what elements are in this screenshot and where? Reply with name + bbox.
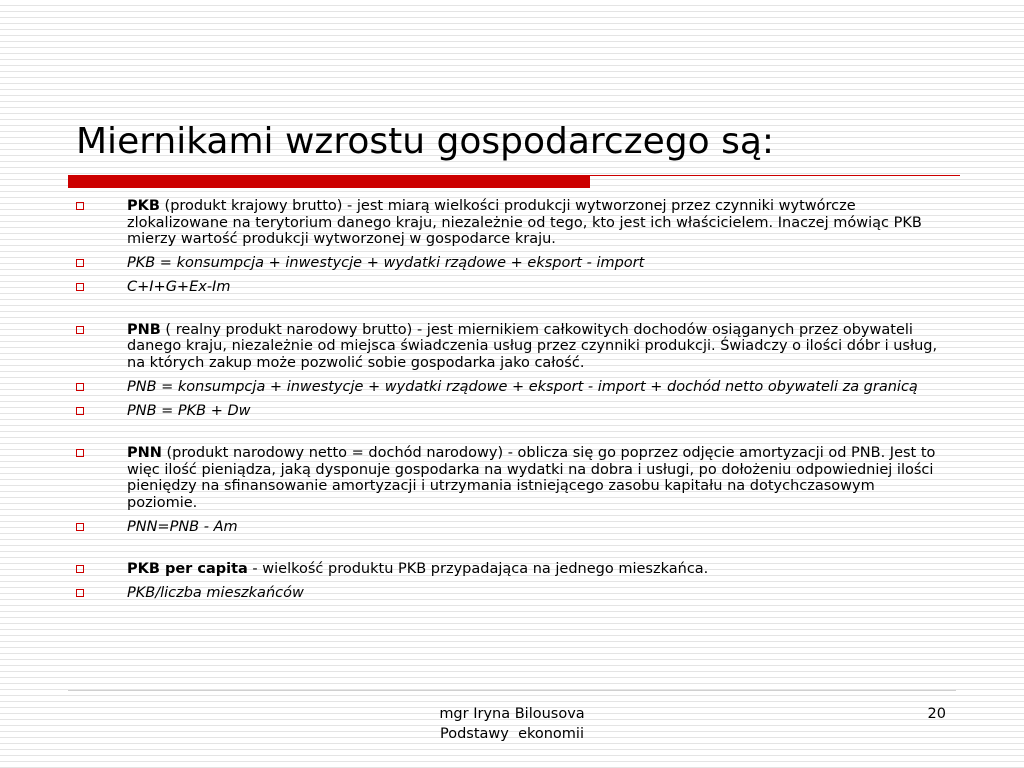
formula-pkb-per-capita: PKB/liczba mieszkańców bbox=[127, 585, 304, 601]
footer-divider bbox=[68, 690, 956, 691]
list-item-pkb-per-capita bbox=[76, 561, 938, 578]
hollow-square-icon bbox=[76, 383, 84, 391]
footer-author: mgr Iryna Bilousova bbox=[439, 706, 585, 722]
term-pkb-per-capita: PKB per capita bbox=[127, 561, 248, 577]
formula-pnb: PNB = konsumpcja + inwestycje + wydatki rządowe + eksport - import + dochód netto obywateli za granicą bbox=[127, 378, 918, 395]
formula-pnn: PNN=PNB - Am bbox=[127, 518, 238, 535]
formula-pnb-short: PNB = PKB + Dw bbox=[127, 402, 251, 419]
page-number: 20 bbox=[927, 706, 946, 722]
formula-pkb-short: C+I+G+Ex-Im bbox=[127, 279, 231, 295]
hollow-square-icon bbox=[76, 589, 84, 597]
definition-pnb: ( realny produkt narodowy brutto) - jest miernikiem całkowitych dochodów osiąganych przez obywateli danego kraju, niezależnie od miejsca świadczenia usług przez czynniki produkcji. Świadczy o ilości dóbr i usług, na których zakup może pozwolić sobie gospodarka jako całość. bbox=[127, 321, 938, 371]
list-item-pnb-short-formula bbox=[76, 403, 938, 420]
list-item-pkb-formula bbox=[76, 255, 938, 272]
list-item-pnn bbox=[76, 445, 938, 511]
hollow-square-icon bbox=[76, 523, 84, 531]
term-pkb: PKB bbox=[127, 198, 160, 214]
term-pnn: PNN bbox=[127, 445, 162, 461]
hollow-square-icon bbox=[76, 259, 84, 267]
hollow-square-icon bbox=[76, 283, 84, 291]
definition-pkb: (produkt krajowy brutto) - jest miarą wielkości produkcji wytworzonej przez czynniki wytwórcze zlokalizowane na terytorium danego kraju, niezależnie od tego, kto jest ich właścicielem. Inaczej mówiąc PKB mierzy wartość produkcji wytworzonej w gospodarce kraju. bbox=[127, 198, 922, 247]
formula-pkb: PKB = konsumpcja + inwestycje + wydatki rządowe + eksport - import bbox=[127, 255, 645, 271]
hollow-square-icon bbox=[76, 202, 84, 210]
definition-pnn: (produkt narodowy netto = dochód narodowy) - oblicza się go poprzez odjęcie amortyzacji od PNB. Jest to więc ilość pieniądza, jaką dysponuje gospodarka na wydatki na dobra i usługi, po dołożeniu odpowiedniej ilości pieniędzy na sfinansowanie amortyzacji i utrzymania istniejącego zasobu kapitału na dotychczasowym poziomie. bbox=[127, 445, 936, 511]
list-item-pnb bbox=[76, 322, 938, 372]
term-pnb: PNB bbox=[127, 321, 161, 338]
list-item-pkb-per-capita-formula bbox=[76, 585, 938, 602]
definition-pkb-per-capita: - wielkość produktu PKB przypadająca na jednego mieszkańca. bbox=[247, 561, 709, 577]
title-underline-rule bbox=[590, 175, 960, 176]
footer-credits bbox=[402, 704, 622, 744]
hollow-square-icon bbox=[76, 565, 84, 573]
hollow-square-icon bbox=[76, 449, 84, 457]
title-underline-bar bbox=[68, 175, 590, 188]
list-item-pkb bbox=[76, 198, 938, 248]
list-item-pnn-formula bbox=[76, 519, 938, 536]
hollow-square-icon bbox=[76, 407, 84, 415]
footer-course: Podstawy ekonomii bbox=[439, 726, 584, 742]
slide-title: Miernikami wzrostu gospodarczego są: bbox=[76, 121, 775, 162]
hollow-square-icon bbox=[76, 326, 84, 334]
list-item-pnb-formula bbox=[76, 379, 938, 396]
list-item-pkb-short-formula bbox=[76, 279, 938, 296]
bullet-list bbox=[76, 198, 938, 609]
